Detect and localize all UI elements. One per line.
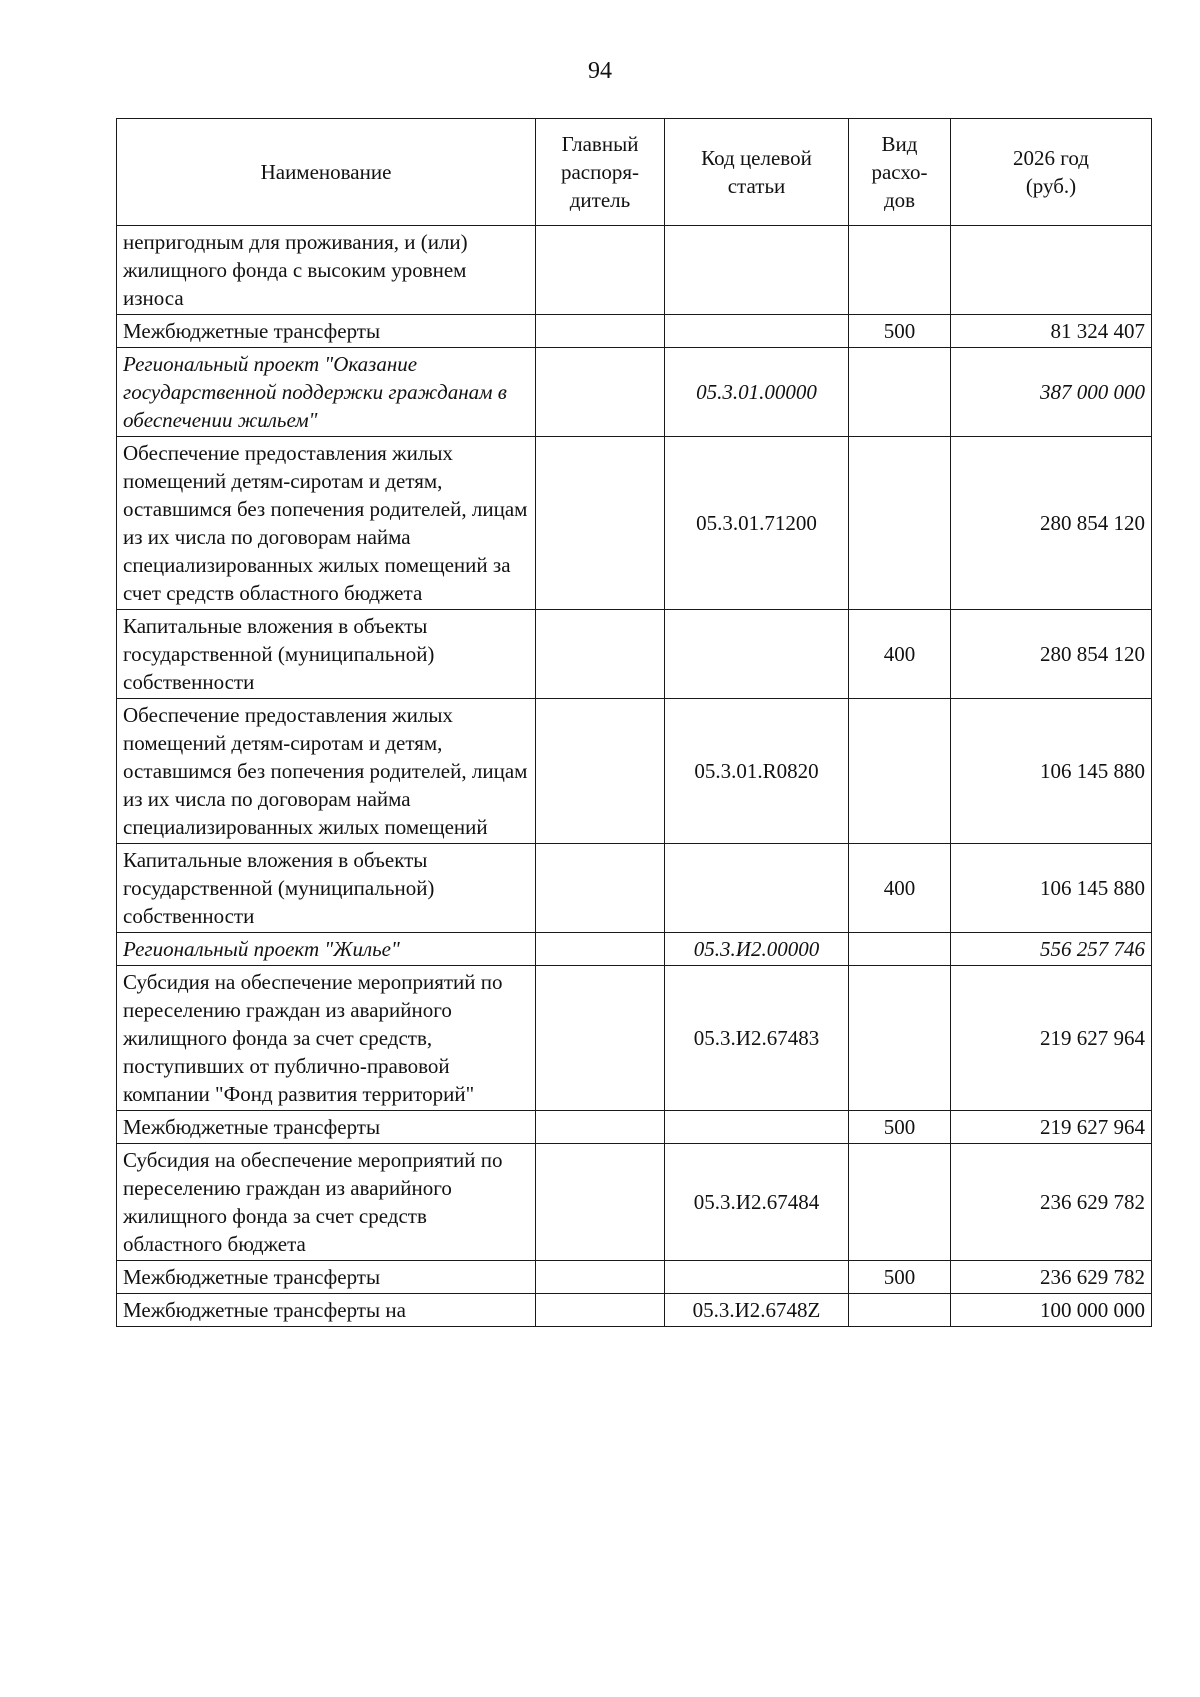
cell-amount: 81 324 407 (951, 315, 1152, 348)
cell-manager (536, 226, 665, 315)
cell-manager (536, 348, 665, 437)
cell-amount: 219 627 964 (951, 1111, 1152, 1144)
table-row (117, 1144, 1152, 1261)
cell-amount: 387 000 000 (951, 348, 1152, 437)
cell-type (849, 933, 951, 966)
cell-code (665, 315, 849, 348)
page-number: 94 (588, 58, 612, 84)
table-row (117, 1111, 1152, 1144)
table-row (117, 348, 1152, 437)
header-name: Наименование (117, 119, 536, 226)
cell-amount: 219 627 964 (951, 966, 1152, 1111)
cell-amount: 100 000 000 (951, 1294, 1152, 1327)
cell-code: 05.3.И2.00000 (665, 933, 849, 966)
table-row (117, 610, 1152, 699)
cell-name: Межбюджетные трансферты на (117, 1294, 536, 1327)
cell-manager (536, 699, 665, 844)
cell-name: Субсидия на обеспечение мероприятий по переселению граждан из аварийного жилищного фонда за счет средств областного бюджета (117, 1144, 536, 1261)
cell-name: Субсидия на обеспечение мероприятий по переселению граждан из аварийного жилищного фонда за счет средств, поступивших от публично-правовой компании "Фонд развития территорий" (117, 966, 536, 1111)
header-type (849, 119, 951, 226)
header-manager-line: распоря- (560, 160, 640, 184)
header-year-line: (руб.) (1025, 174, 1077, 198)
header-year (951, 119, 1152, 226)
cell-manager (536, 966, 665, 1111)
cell-code (665, 844, 849, 933)
header-code (665, 119, 849, 226)
cell-code: 05.3.И2.67484 (665, 1144, 849, 1261)
cell-amount: 280 854 120 (951, 610, 1152, 699)
header-manager (536, 119, 665, 226)
cell-manager (536, 1294, 665, 1327)
cell-type: 400 (849, 844, 951, 933)
cell-manager (536, 315, 665, 348)
cell-type (849, 437, 951, 610)
cell-type: 400 (849, 610, 951, 699)
cell-type (849, 966, 951, 1111)
header-manager-line: Главный (561, 132, 639, 156)
cell-name: Региональный проект "Оказание государственной поддержки гражданам в обеспечении жильем" (117, 348, 536, 437)
cell-type (849, 1144, 951, 1261)
header-manager-line: дитель (569, 188, 631, 212)
header-type-line: расхо- (871, 160, 928, 184)
cell-code (665, 226, 849, 315)
table-row (117, 226, 1152, 315)
budget-table (116, 118, 1152, 1327)
cell-type: 500 (849, 1111, 951, 1144)
cell-name: Капитальные вложения в объекты государственной (муниципальной) собственности (117, 610, 536, 699)
cell-name: Межбюджетные трансферты (117, 1261, 536, 1294)
header-code-line: статьи (727, 174, 786, 198)
cell-type: 500 (849, 315, 951, 348)
cell-manager (536, 933, 665, 966)
cell-manager (536, 610, 665, 699)
cell-amount: 236 629 782 (951, 1261, 1152, 1294)
cell-amount: 236 629 782 (951, 1144, 1152, 1261)
cell-type: 500 (849, 1261, 951, 1294)
cell-amount: 106 145 880 (951, 844, 1152, 933)
cell-amount: 556 257 746 (951, 933, 1152, 966)
cell-type (849, 699, 951, 844)
cell-code (665, 610, 849, 699)
cell-type (849, 348, 951, 437)
cell-name: непригодным для проживания, и (или) жилищного фонда с высоким уровнем износа (117, 226, 536, 315)
cell-code: 05.3.01.00000 (665, 348, 849, 437)
table-row (117, 966, 1152, 1111)
cell-manager (536, 437, 665, 610)
header-code-line: Код целевой (701, 146, 812, 170)
table-row (117, 437, 1152, 610)
cell-manager (536, 1261, 665, 1294)
cell-code: 05.3.01.R0820 (665, 699, 849, 844)
cell-amount: 280 854 120 (951, 437, 1152, 610)
table-row (117, 699, 1152, 844)
cell-code: 05.3.И2.67483 (665, 966, 849, 1111)
table-body (117, 226, 1152, 1327)
cell-type (849, 1294, 951, 1327)
cell-name: Обеспечение предоставления жилых помещений детям-сиротам и детям, оставшимся без попечения родителей, лицам из их числа по договорам найма специализированных жилых помещений (117, 699, 536, 844)
cell-name: Капитальные вложения в объекты государственной (муниципальной) собственности (117, 844, 536, 933)
table-row (117, 1294, 1152, 1327)
cell-type (849, 226, 951, 315)
table-header-row (117, 119, 1152, 226)
cell-manager (536, 1111, 665, 1144)
cell-code: 05.3.И2.6748Z (665, 1294, 849, 1327)
cell-amount: 106 145 880 (951, 699, 1152, 844)
table-row (117, 315, 1152, 348)
cell-manager (536, 844, 665, 933)
cell-manager (536, 1144, 665, 1261)
cell-name: Межбюджетные трансферты (117, 1111, 536, 1144)
table-row (117, 844, 1152, 933)
cell-name: Межбюджетные трансферты (117, 315, 536, 348)
cell-amount (951, 226, 1152, 315)
table-row (117, 933, 1152, 966)
table-row (117, 1261, 1152, 1294)
cell-name: Обеспечение предоставления жилых помещений детям-сиротам и детям, оставшимся без попечения родителей, лицам из их числа по договорам найма специализированных жилых помещений за счет средств областного бюджета (117, 437, 536, 610)
header-type-line: Вид (881, 132, 918, 156)
cell-code (665, 1111, 849, 1144)
cell-code: 05.3.01.71200 (665, 437, 849, 610)
cell-code (665, 1261, 849, 1294)
cell-name: Региональный проект "Жилье" (117, 933, 536, 966)
header-year-line: 2026 год (1013, 146, 1089, 170)
header-type-line: дов (883, 188, 916, 212)
